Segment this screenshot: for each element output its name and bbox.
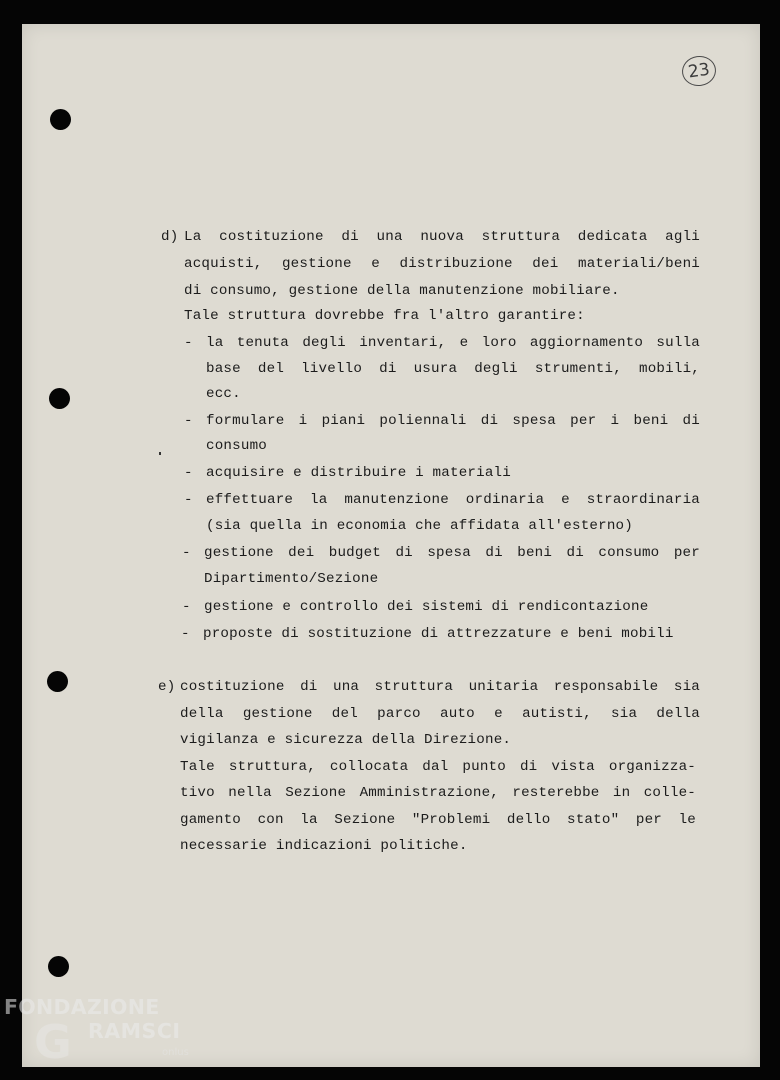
section-e-marker: e) <box>158 679 176 695</box>
text-line: Tale struttura, collocata dal punto di vista organizza- <box>180 759 696 775</box>
text-line: costituzione di una struttura unitaria responsabile sia <box>180 679 700 695</box>
punch-hole <box>50 109 71 130</box>
watermark-sub: onlus <box>162 1047 189 1058</box>
bullet-dash: - <box>184 492 193 508</box>
text-line: La costituzione di una nuova struttura dedicata agli <box>184 229 700 245</box>
bullet-line: la tenuta degli inventari, e loro aggiornamento sulla <box>206 335 700 351</box>
bullet-line: acquisire e distribuire i materiali <box>206 465 511 481</box>
punch-hole <box>47 671 68 692</box>
watermark-line2: RAMSCI <box>88 1019 181 1043</box>
text-line: della gestione del parco auto e autisti, sia della <box>180 706 700 722</box>
text-line: Tale struttura dovrebbe fra l'altro garantire: <box>184 308 585 324</box>
bullet-line: effettuare la manutenzione ordinaria e straordinaria <box>206 492 700 508</box>
bullet-line: ecc. <box>206 386 241 402</box>
bullet-dash: - <box>184 465 193 481</box>
bullet-dash: - <box>184 413 193 429</box>
bullet-line: gestione e controllo dei sistemi di rendicontazione <box>204 599 649 615</box>
watermark-line1: FONDAZIONE <box>4 995 160 1019</box>
bullet-line: gestione dei budget di spesa di beni di consumo per <box>204 545 700 561</box>
bullet-line: formulare i piani poliennali di spesa per i beni di <box>206 413 700 429</box>
text-line: gamento con la Sezione "Problemi dello stato" per le <box>180 812 696 828</box>
section-d-marker: d) <box>161 229 179 245</box>
bullet-dash: - <box>182 545 191 561</box>
bullet-line: (sia quella in economia che affidata all'esterno) <box>206 518 633 534</box>
punch-hole <box>49 388 70 409</box>
stray-mark <box>159 452 161 455</box>
bullet-dash: - <box>181 626 190 642</box>
punch-hole <box>48 956 69 977</box>
bullet-line: proposte di sostituzione di attrezzature e beni mobili <box>203 626 674 642</box>
watermark-g-letter: G <box>34 1015 72 1069</box>
bullet-line: consumo <box>206 438 267 454</box>
text-line: necessarie indicazioni politiche. <box>180 838 468 854</box>
text-line: acquisti, gestione e distribuzione dei materiali/beni <box>184 256 700 272</box>
page-number: 23 <box>680 54 718 88</box>
text-line: vigilanza e sicurezza della Direzione. <box>180 732 512 748</box>
bullet-line: Dipartimento/Sezione <box>204 571 379 587</box>
bullet-dash: - <box>184 335 193 351</box>
bullet-dash: - <box>182 599 191 615</box>
bullet-line: base del livello di usura degli strumenti, mobili, <box>206 361 700 377</box>
fondazione-gramsci-watermark <box>4 995 194 1075</box>
text-line: di consumo, gestione della manutenzione mobiliare. <box>184 283 620 299</box>
text-line: tivo nella Sezione Amministrazione, resterebbe in colle- <box>180 785 696 801</box>
